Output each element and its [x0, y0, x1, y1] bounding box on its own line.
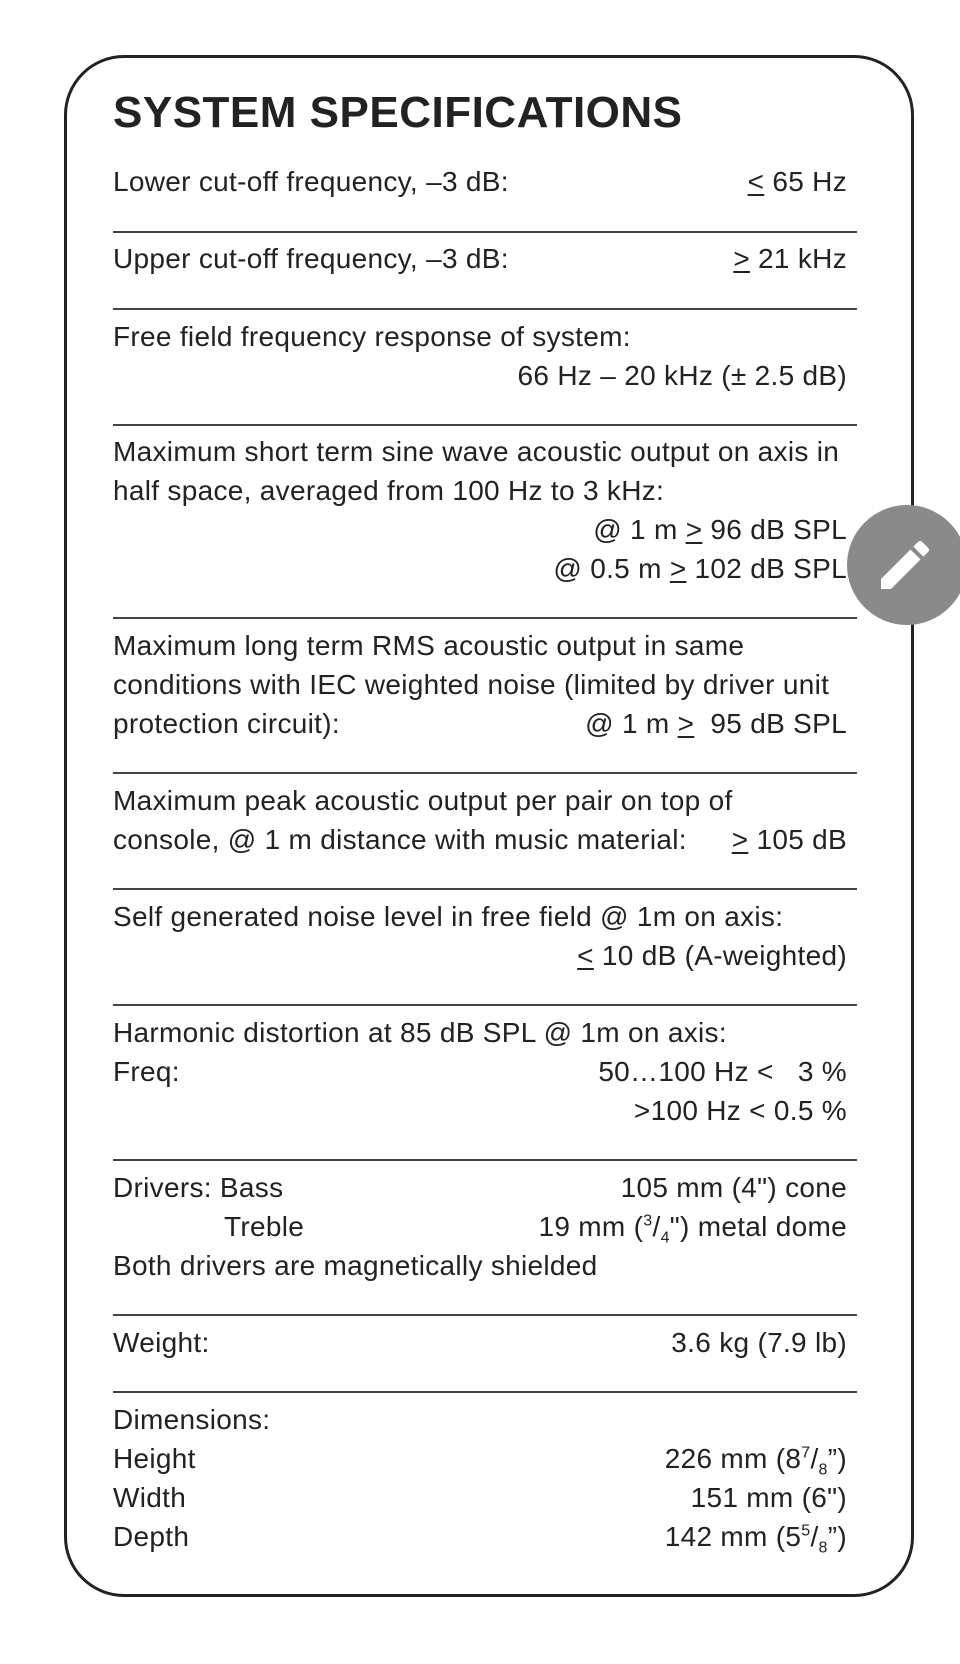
spec-value: @ 0.5 m > 102 dB SPL	[553, 553, 847, 584]
spec-label: Free field frequency response of system:	[113, 321, 631, 352]
spec-value: 19 mm $(^3/_4")$ metal dome	[538, 1211, 847, 1247]
spec-label: Depth	[113, 1521, 190, 1552]
spec-value: @ 1 m > 96 dB SPL	[593, 514, 847, 545]
spec-free-field	[113, 317, 903, 395]
spec-value: 105 mm (4") cone	[620, 1172, 847, 1203]
spec-label: Dimensions:	[113, 1404, 271, 1435]
spec-label: console, @ 1 m distance with music material:	[113, 824, 687, 855]
spec-label: Width	[113, 1482, 187, 1513]
divider	[113, 308, 857, 310]
spec-harmonic-distortion	[113, 1013, 903, 1130]
spec-value: >100 Hz < 0.5 %	[633, 1095, 847, 1126]
edit-button[interactable]	[847, 505, 960, 625]
spec-drivers	[113, 1168, 903, 1285]
spec-value: < 10 dB (A-weighted)	[577, 940, 847, 971]
spec-label: Upper cut-off frequency, –3 dB:	[113, 243, 509, 274]
spec-card	[64, 55, 914, 1597]
spec-label: Drivers: Bass	[113, 1172, 284, 1203]
spec-value: 226 mm $(8^7/_8”)$	[664, 1443, 847, 1479]
spec-label: Lower cut-off frequency, –3 dB:	[113, 166, 509, 197]
spec-value: 66 Hz – 20 kHz (± 2.5 dB)	[517, 360, 847, 391]
spec-note: Both drivers are magnetically shielded	[113, 1250, 598, 1281]
pencil-icon	[873, 533, 937, 597]
spec-max-short-term	[113, 432, 903, 588]
divider	[113, 1159, 857, 1161]
spec-value: > 21 kHz	[733, 243, 847, 274]
divider	[113, 1004, 857, 1006]
spec-label: Height	[113, 1443, 196, 1474]
spec-value: 50…100 Hz < 3 %	[598, 1056, 847, 1087]
spec-label: half space, averaged from 100 Hz to 3 kHz:	[113, 475, 665, 506]
divider	[113, 888, 857, 890]
page-title: SYSTEM SPECIFICATIONS	[113, 88, 683, 137]
divider	[113, 1314, 857, 1316]
spec-label: protection circuit):	[113, 708, 340, 739]
divider	[113, 1391, 857, 1393]
spec-label: Weight:	[113, 1327, 210, 1358]
spec-max-peak	[113, 781, 903, 859]
spec-max-long-term	[113, 626, 903, 743]
spec-label: Maximum peak acoustic output per pair on top of	[113, 785, 733, 816]
spec-value: > 105 dB	[731, 824, 847, 855]
spec-upper-cutoff	[113, 239, 903, 278]
spec-label: Maximum long term RMS acoustic output in same	[113, 630, 745, 661]
spec-label: Harmonic distortion at 85 dB SPL @ 1m on axis:	[113, 1017, 727, 1048]
spec-label: conditions with IEC weighted noise (limited by driver unit	[113, 669, 830, 700]
spec-label: Treble	[224, 1211, 305, 1242]
spec-weight	[113, 1323, 903, 1362]
divider	[113, 424, 857, 426]
divider	[113, 617, 857, 619]
spec-lower-cutoff	[113, 162, 903, 201]
spec-value: < 65 Hz	[747, 166, 847, 197]
spec-self-noise	[113, 897, 903, 975]
spec-value: 151 mm (6")	[690, 1482, 847, 1513]
spec-label: Freq:	[113, 1056, 180, 1087]
spec-value: @ 1 m > 95 dB SPL	[585, 708, 847, 739]
divider	[113, 772, 857, 774]
spec-value: 142 mm $(5^5/_8”)$	[664, 1521, 847, 1557]
divider	[113, 231, 857, 233]
spec-label: Maximum short term sine wave acoustic output on axis in	[113, 436, 840, 467]
spec-dimensions	[113, 1400, 903, 1556]
spec-label: Self generated noise level in free field @ 1m on axis:	[113, 901, 784, 932]
spec-value: 3.6 kg (7.9 lb)	[671, 1327, 847, 1358]
